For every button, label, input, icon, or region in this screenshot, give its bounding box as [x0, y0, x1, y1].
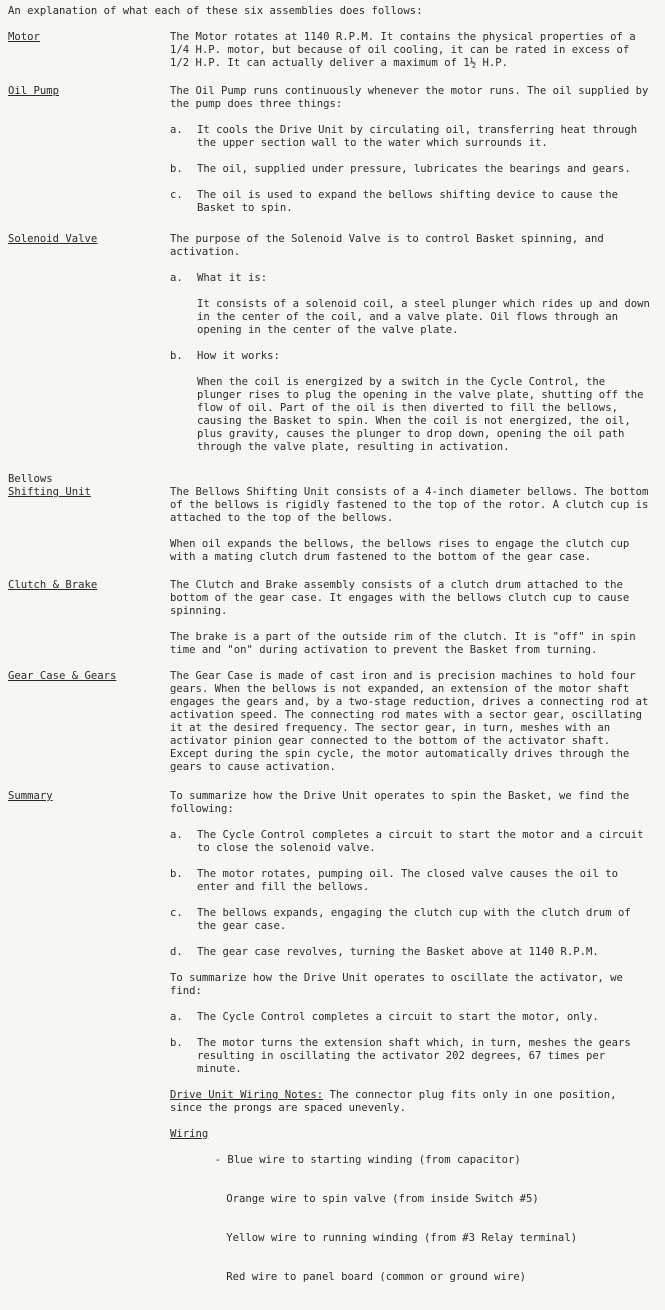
motor-text: The Motor rotates at 1140 R.P.M. It contains the physical properties of a 1/4 H.P. motor, but because of oil cooling, it can be rated in excess of 1/2 H.P. It can actually deliver a maximum of 1½ H.P.: [170, 31, 636, 69]
item-text: The motor turns the extension shaft which, in turn, meshes the gears resulting in oscillating the activator 202 degrees, 67 times per minute.: [197, 1037, 631, 1075]
label-bellows: [8, 473, 91, 499]
list-item: [170, 946, 651, 959]
label-oil-pump: Oil Pump: [8, 85, 60, 97]
wiring-line-red: Red wire to panel board (common or ground wire): [226, 1271, 527, 1283]
clutch-text-1: The Clutch and Brake assembly consists of a clutch drum attached to the bottom of the gear case. It engages with the bellows clutch cup to cause spinning.: [170, 579, 630, 617]
item-text: How it works:: [197, 350, 280, 362]
label-bellows-line1: Bellows: [8, 473, 53, 485]
item-mark: a.: [170, 1011, 183, 1023]
summary-osc-intro: To summarize how the Drive Unit operates to oscillate the activator, we find:: [170, 972, 623, 997]
wiring-list: [170, 1128, 651, 1310]
body-motor: [170, 31, 651, 83]
body-clutch-brake: [170, 579, 651, 670]
body-summary: [170, 790, 651, 1310]
list-item: [170, 1011, 651, 1024]
oil-pump-text: The Oil Pump runs continuously whenever the motor runs. The oil supplied by the pump does three things:: [170, 85, 649, 110]
clutch-text-2: The brake is a part of the outside rim of the clutch. It is "off" in spin time and "on" during activation to prevent the Basket from turning.: [170, 631, 636, 656]
item-text: The oil, supplied under pressure, lubricates the bearings and gears.: [197, 163, 631, 175]
label-motor: Motor: [8, 31, 40, 43]
item-text: The oil is used to expand the bellows shifting device to cause the Basket to spin.: [197, 189, 618, 214]
label-clutch-brake: Clutch & Brake: [8, 579, 98, 591]
item-mark: a.: [170, 124, 183, 136]
wiring-notes: [170, 1089, 651, 1115]
list-item: [170, 350, 651, 363]
item-mark: a.: [170, 829, 183, 841]
list-item: [170, 272, 651, 285]
body-solenoid-valve: [170, 233, 651, 467]
item-mark: b.: [170, 350, 183, 362]
list-item: [170, 163, 651, 176]
label-bellows-line2: Shifting Unit: [8, 486, 91, 498]
bellows-text-2: When oil expands the bellows, the bellows rises to engage the clutch cup with a mating clutch drum fastened to the bottom of the gear case.: [170, 538, 630, 563]
wiring-label: Wiring: [170, 1128, 209, 1140]
item-mark: a.: [170, 272, 183, 284]
wiring-line-yellow: Yellow wire to running winding (from #3 Relay terminal): [226, 1232, 578, 1244]
label-gear-case: Gear Case & Gears: [8, 670, 117, 682]
list-item: [170, 189, 651, 215]
list-item: [170, 829, 651, 855]
item-mark: c.: [170, 907, 183, 919]
intro-line: An explanation of what each of these six assemblies does follows:: [8, 5, 423, 17]
item-text: What it is:: [197, 272, 268, 284]
solenoid-text: The purpose of the Solenoid Valve is to control Basket spinning, and activation.: [170, 233, 604, 258]
label-summary: Summary: [8, 790, 53, 802]
list-item: [170, 1037, 651, 1076]
list-item: [170, 124, 651, 150]
body-gear-case: [170, 670, 651, 787]
solenoid-what-detail: It consists of a solenoid coil, a steel plunger which rides up and down in the center of the coil, and a valve plate. Oil flows through an opening in the center of the valve plate.: [197, 298, 650, 336]
summary-spin-intro: To summarize how the Drive Unit operates to spin the Basket, we find the following:: [170, 790, 630, 815]
item-text: The gear case revolves, turning the Basket above at 1140 R.P.M.: [197, 946, 599, 958]
item-text: It cools the Drive Unit by circulating oil, transferring heat through the upper section wall to the water which surrounds it.: [197, 124, 638, 149]
wiring-line-orange: Orange wire to spin valve (from inside Switch #5): [226, 1193, 539, 1205]
item-mark: b.: [170, 1037, 183, 1049]
list-item: [170, 868, 651, 894]
wiring-lines: [208, 1128, 577, 1310]
item-text: The bellows expands, engaging the clutch cup with the clutch drum of the gear case.: [197, 907, 631, 932]
item-mark: b.: [170, 163, 183, 175]
label-solenoid-valve: Solenoid Valve: [8, 233, 98, 245]
body-bellows: [170, 486, 651, 577]
item-text: The motor rotates, pumping oil. The closed valve causes the oil to enter and fill the bellows.: [197, 868, 618, 893]
wiring-notes-text: The connector plug fits only in one position, since the prongs are spaced unevenly.: [170, 1089, 617, 1114]
wiring-notes-label: Drive Unit Wiring Notes:: [170, 1089, 324, 1101]
item-mark: b.: [170, 868, 183, 880]
wiring-line-blue: - Blue wire to starting winding (from capacitor): [208, 1154, 521, 1166]
gear-case-text: The Gear Case is made of cast iron and is precision machines to hold four gears. When the bellows is not expanded, an extension of the motor shaft engages the gears and, by a two-stage reduction, drives a connecting rod at activation speed. The connecting rod mates with a sector gear, oscillating it at the desired frequency. The sector gear, in turn, meshes with an activator pinion gear connected to the bottom of the activator shaft. Except during the spin cycle, the motor automatically drives through the gears to cause activation.: [170, 670, 649, 773]
item-text: The Cycle Control completes a circuit to start the motor, only.: [197, 1011, 599, 1023]
item-mark: d.: [170, 946, 183, 958]
item-text: The Cycle Control completes a circuit to start the motor and a circuit to close the solenoid valve.: [197, 829, 644, 854]
list-item: [170, 907, 651, 933]
item-mark: c.: [170, 189, 183, 201]
solenoid-how-detail: When the coil is energized by a switch in the Cycle Control, the plunger rises to plug the opening in the valve plate, shutting off the flow of oil. Part of the oil is then diverted to fill the bellows, causing the Basket to spin. When the coil is not energized, the oil, plus gravity, causes the plunger to drop down, opening the oil path through the valve plate, resulting in activation.: [197, 376, 644, 453]
bellows-text-1: The Bellows Shifting Unit consists of a 4-inch diameter bellows. The bottom of the bellows is rigidly fastened to the top of the rotor. A clutch cup is attached to the top of the bellows.: [170, 486, 649, 524]
body-oil-pump: [170, 85, 651, 228]
